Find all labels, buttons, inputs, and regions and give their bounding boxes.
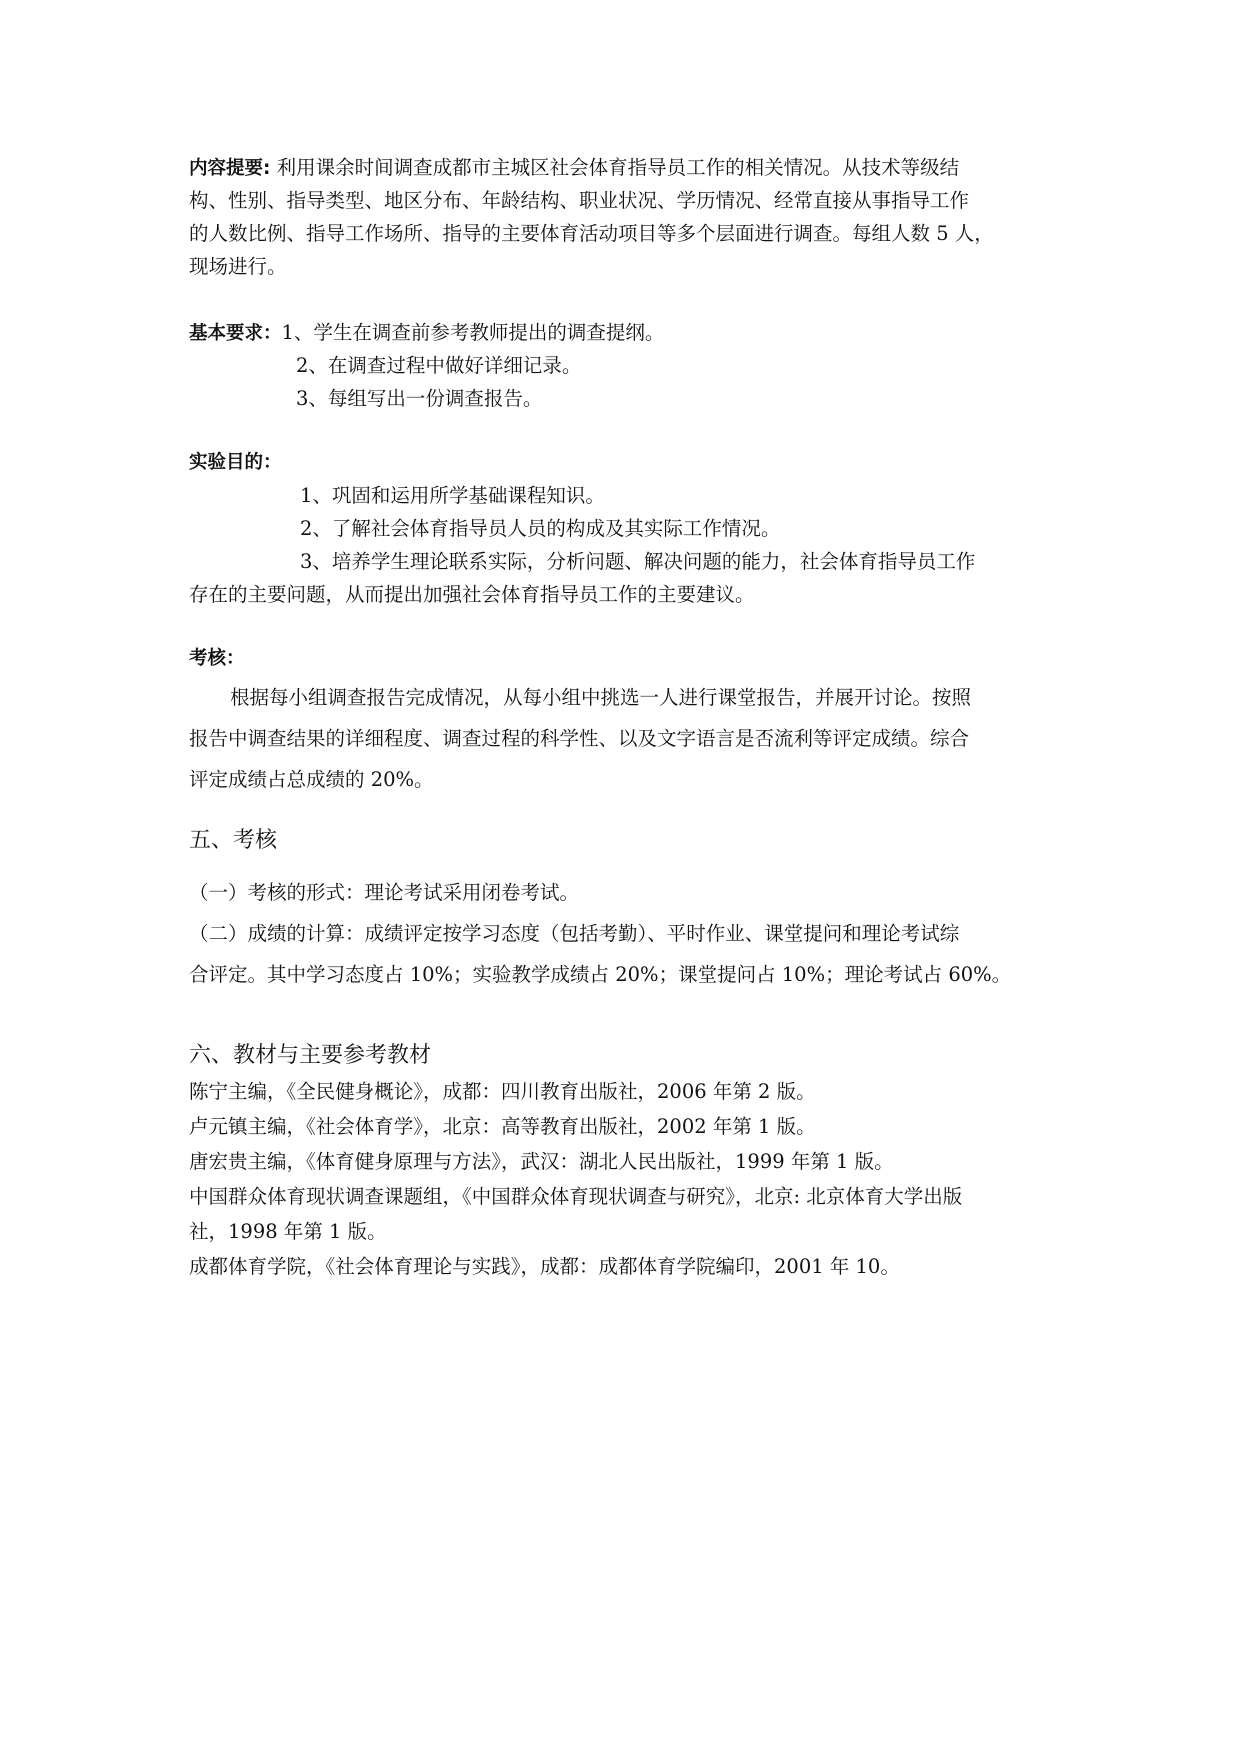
section-5-title: 五、考核 xyxy=(189,828,278,853)
section-5-line-1: （一）考核的形式：理论考试采用闭卷考试。 xyxy=(189,881,580,904)
basic-item-3: 3、每组写出一份调查报告。 xyxy=(296,387,543,410)
reference-4-cont: 社，1998 年第 1 版。 xyxy=(189,1220,387,1243)
reference-3: 唐宏贵主编，《体育健身原理与方法》，武汉：湖北人民出版社，1999 年第 1 版。 xyxy=(189,1150,894,1173)
summary-line-1: 利用课余时间调查成都市主城区社会体育指导员工作的相关情况。从技术等级结 xyxy=(276,156,960,179)
assess-line-1: 根据每小组调查报告完成情况，从每小组中挑选一人进行课堂报告，并展开讨论。按照 xyxy=(230,686,972,709)
summary-paragraph xyxy=(189,151,959,185)
summary-line-4: 现场进行。 xyxy=(189,255,287,278)
basic-label: 基本要求： xyxy=(189,323,282,344)
summary-line-2: 构、性别、指导类型、地区分布、年龄结构、职业状况、学历情况、经常直接从事指导工作 xyxy=(189,189,970,212)
purpose-item-2: 2、了解社会体育指导员人员的构成及其实际工作情况。 xyxy=(300,517,781,540)
purpose-item-3: 3、培养学生理论联系实际，分析问题、解决问题的能力，社会体育指导员工作 xyxy=(300,550,976,573)
assess-label: 考核： xyxy=(189,648,245,669)
section-5-line-2: （二）成绩的计算：成绩评定按学习态度（包括考勤）、平时作业、课堂提问和理论考试综 xyxy=(189,922,960,945)
section-5-line-3: 合评定。其中学习态度占 10%；实验教学成绩占 20%；课堂提问占 10%；理论考试占 60%。 xyxy=(189,963,1012,986)
assess-line-2: 报告中调查结果的详细程度、调查过程的科学性、以及文字语言是否流利等评定成绩。综合 xyxy=(189,727,970,750)
reference-2: 卢元镇主编，《社会体育学》，北京：高等教育出版社，2002 年第 1 版。 xyxy=(189,1115,816,1138)
assess-line-3: 评定成绩占总成绩的 20%。 xyxy=(189,768,434,791)
basic-requirements xyxy=(189,316,664,350)
basic-item-1: 1、学生在调查前参考教师提出的调查提纲。 xyxy=(281,321,665,344)
purpose-item-3-cont: 存在的主要问题，从而提出加强社会体育指导员工作的主要建议。 xyxy=(189,583,755,606)
purpose-item-1: 1、巩固和运用所学基础课程知识。 xyxy=(300,484,605,507)
section-6-title: 六、教材与主要参考教材 xyxy=(189,1043,432,1068)
reference-4: 中国群众体育现状调查课题组，《中国群众体育现状调查与研究》，北京: 北京体育大学出版 xyxy=(189,1185,963,1208)
reference-5: 成都体育学院，《社会体育理论与实践》，成都：成都体育学院编印，2001 年 10。 xyxy=(189,1255,900,1278)
basic-item-2: 2、在调查过程中做好详细记录。 xyxy=(296,354,582,377)
summary-line-3: 的人数比例、指导工作场所、指导的主要体育活动项目等多个层面进行调查。每组人数 5 人， xyxy=(189,222,994,245)
summary-label: 内容提要: xyxy=(189,158,271,179)
reference-1: 陈宁主编，《全民健身概论》，成都：四川教育出版社，2006 年第 2 版。 xyxy=(189,1080,816,1103)
purpose-label: 实验目的： xyxy=(189,452,282,473)
